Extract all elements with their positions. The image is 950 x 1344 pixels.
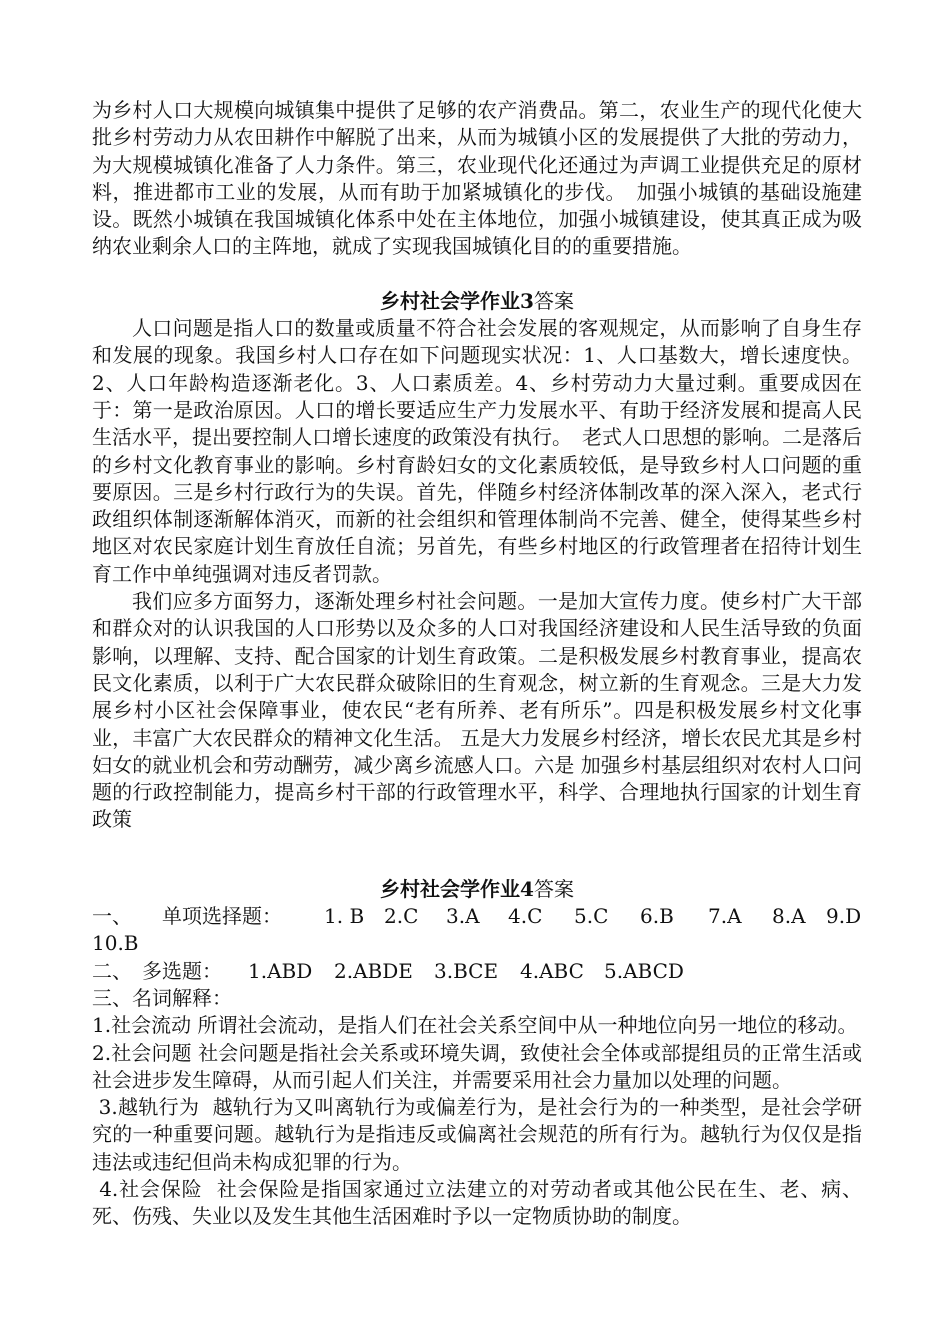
single-choice-answer: 10.B — [92, 931, 139, 956]
multi-choice-answer: 4.ABC — [520, 958, 584, 983]
intro-paragraph: 为乡村人口大规模向城镇集中提供了足够的农产消费品。第二，农业生产的现代化使大批乡村劳动力从农田耕作中解脱了出来，从而为城镇小区的发展提供了大批的劳动力，为大规模城镇化准备了人力条件。第三，农业现代化还通过为声调工业提供充足的原材料，推进都市工业的发展，从而有助于加紧城镇化的步伐。 加强小城镇的基础设施建设。既然小城镇在我国城镇化体系中处在主体地位，加强小城镇建设，使其真正成为吸纳农业剩余人口的主阵地，就成了实现我国城镇化目的的重要措施。 — [92, 98, 862, 259]
single-choice-answer: 5.C — [574, 904, 609, 929]
single-choice-line-2 — [92, 930, 862, 957]
multi-choice-answer: 1.ABD — [248, 958, 313, 983]
single-choice-answer: 2.C — [384, 904, 419, 929]
multi-choice-answer: 5.ABCD — [604, 958, 684, 983]
term-definition: 1.社会流动 所谓社会流动，是指人们在社会关系空间中从一种地位向另一地位的移动。 — [92, 1013, 858, 1038]
section-3-title-number: 3 — [520, 288, 534, 313]
single-choice-answer: 4.C — [508, 904, 543, 929]
section-4-title-prefix: 乡村社会学作业 — [380, 876, 521, 901]
multi-choice-answer: 3.BCE — [434, 958, 499, 983]
section-4-title — [92, 876, 862, 903]
section-3-title-suffix: 答案 — [533, 288, 574, 313]
single-choice-label: 一、 单项选择题： — [92, 904, 282, 929]
section-3-title-prefix: 乡村社会学作业 — [380, 288, 521, 313]
terms-label: 三、名词解释： — [92, 985, 232, 1010]
single-choice-answer: 9.D — [826, 904, 862, 929]
spacer — [92, 834, 862, 876]
section-4-title-number: 4 — [520, 876, 534, 901]
multi-choice-label: 二、 多选题： — [92, 958, 222, 983]
term-definition: 2.社会问题 社会问题是指社会关系或环境失调，致使社会全体或部提组员的正常生活或社会进步发生障碍，从而引起人们关注，并需要采用社会力量加以处理的问题。 — [92, 1040, 862, 1092]
single-choice-answer: 3.A — [446, 904, 480, 929]
single-choice-line — [92, 903, 862, 930]
single-choice-answer: 1. B — [324, 904, 365, 929]
section-3-paragraph-2: 我们应多方面努力，逐渐处理乡村社会问题。一是加大宣传力度。使乡村广大干部和群众对的认识我国的人口形势以及众多的人口对我国经济建设和人民生活导致的负面影响，以理解、支持、配合国家的计划生育政策。二是积极发展乡村教育事业，提高农民文化素质，以利于广大农民群众破除旧的生育观念，树立新的生育观念。三是大力发展乡村小区社会保障事业，使农民“老有所养、老有所乐”。四是积极发展乡村文化事业，丰富广大农民群众的精神文化生活。 五是大力发展乡村经济，增长农民尤其是乡村妇女的就业机会和劳动酬劳，减少离乡流感人口。六是 加强乡村基层组织对农村人口问题的行政控制能力，提高乡村干部的行政管理水平，科学、合理地执行国家的计划生育政策 — [92, 589, 862, 832]
single-choice-answer: 7.A — [708, 904, 742, 929]
section-4-title-suffix: 答案 — [533, 876, 574, 901]
term-definition: 3.越轨行为 越轨行为又叫离轨行为或偏差行为，是社会行为的一种类型，是社会学研究的一种重要问题。越轨行为是指违反或偏离社会规范的所有行为。越轨行为仅仅是指违法或违纪但尚未构成犯罪的行为。 — [92, 1095, 863, 1174]
multi-choice-line — [92, 958, 862, 985]
spacer — [92, 261, 862, 288]
single-choice-answer: 8.A — [772, 904, 806, 929]
section-3-paragraph-1: 人口问题是指人口的数量或质量不符合社会发展的客观规定，从而影响了自身生存和发展的现象。我国乡村人口存在如下问题现实状况：1、人口基数大，增长速度快。2、人口年龄构造逐渐老化。3、人口素质差。4、乡村劳动力大量过剩。重要成因在于：第一是政治原因。人口的增长要适应生产力发展水平、有助于经济发展和提高人民生活水平，提出要控制人口增长速度的政策没有执行。 老式人口思想的影响。二是落后的乡村文化教育事业的影响。乡村育龄妇女的文化素质较低，是导致乡村人口问题的重要原因。三是乡村行政行为的失误。首先，伴随乡村经济体制改革的深入深入，老式行政组织体制逐渐解体消灭，而新的社会组织和管理体制尚不完善、健全，使得某些乡村地区对农民家庭计划生育放任自流；另首先，有些乡村地区的行政管理者在招待计划生育工作中单纯强调对违反者罚款。 — [92, 316, 862, 586]
term-definition: 4.社会保险 社会保险是指国家通过立法建立的对劳动者或其他公民在生、老、病、死、伤残、失业以及发生其他生活困难时予以一定物质协助的制度。 — [92, 1176, 863, 1229]
section-3-title — [92, 288, 862, 315]
document-page — [92, 97, 862, 1231]
single-choice-answer: 6.B — [640, 904, 674, 929]
multi-choice-answer: 2.ABDE — [334, 958, 413, 983]
